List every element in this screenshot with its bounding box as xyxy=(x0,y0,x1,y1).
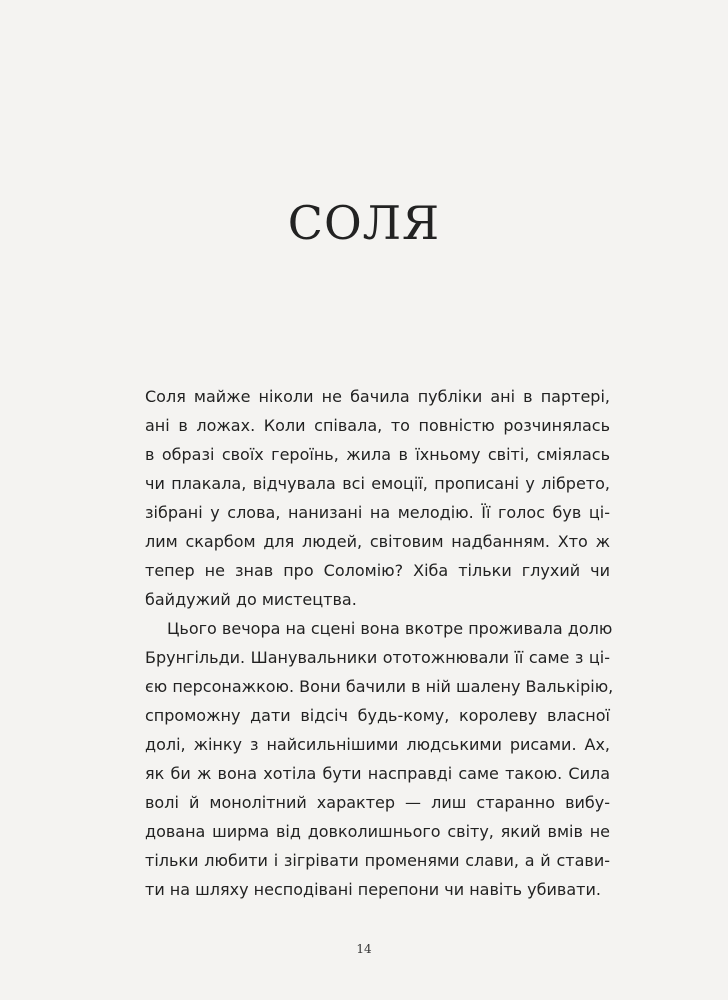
paragraph-2-line-7: волі й монолітний характер — лиш старанно вибу- xyxy=(145,793,610,812)
paragraph-2-line-3: єю персонажкою. Вони бачили в ній шалену Валькірію, xyxy=(145,677,614,696)
paragraph-1-line-7: тепер не знав про Соломію? Хіба тільки глухий чи xyxy=(145,561,610,580)
paragraph-2-line-4: спроможну дати відсіч будь-кому, королеву власної xyxy=(145,706,610,725)
paragraph-2-line-6: як би ж вона хотіла бути насправді саме такою. Сила xyxy=(145,764,610,783)
paragraph-2-line-2: Брунгільди. Шанувальники ототожнювали її саме з ці- xyxy=(145,648,610,667)
paragraph-1-line-4: чи плакала, відчувала всі емоції, прописані у лібрето, xyxy=(145,474,610,493)
paragraph-1-line-3: в образі своїх героїнь, жила в їхньому світі, сміялась xyxy=(145,445,610,464)
paragraph-1-line-8: байдужий до мистецтва. xyxy=(145,590,357,609)
paragraph-1-line-6: лим скарбом для людей, світовим надбанням. Хто ж xyxy=(145,532,610,551)
paragraph-2-line-5: долі, жінку з найсильнішими людськими рисами. Ах, xyxy=(145,735,610,754)
paragraph-1-line-5: зібрані у слова, нанизані на мелодію. Її голос був ці- xyxy=(145,503,610,522)
page-number: 14 xyxy=(356,942,372,956)
paragraph-1-line-2: ані в ложах. Коли співала, то повністю розчинялась xyxy=(145,416,610,435)
paragraph-2-line-9: тільки любити і зігрівати променями слави, а й стави- xyxy=(145,851,610,870)
paragraph-2-line-1: Цього вечора на сцені вона вкотре проживала долю xyxy=(167,619,613,638)
paragraph-1-line-1: Соля майже ніколи не бачила публіки ані в партері, xyxy=(145,387,610,406)
paragraph-2-line-8: дована ширма від довколишнього світу, який вмів не xyxy=(145,822,610,841)
body-text xyxy=(145,382,614,904)
chapter-title: СОЛЯ xyxy=(287,196,441,250)
paragraph-2-line-10: ти на шляху несподівані перепони чи навіть убивати. xyxy=(145,880,601,899)
